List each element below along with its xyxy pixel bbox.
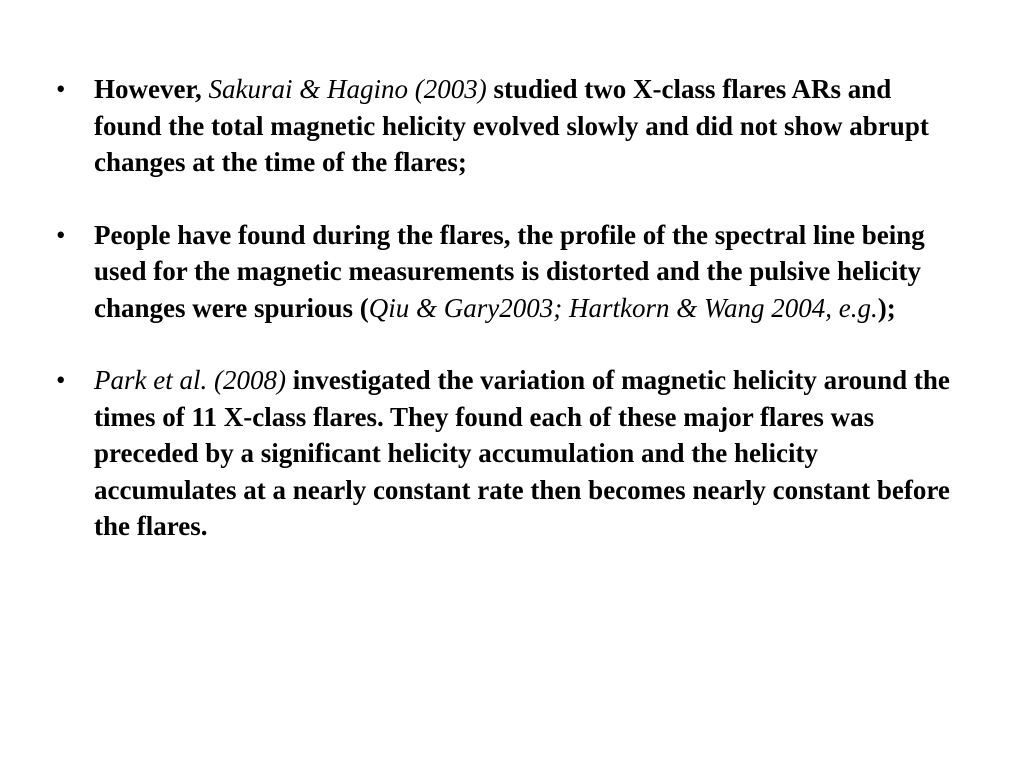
bullet-item-2 xyxy=(56,217,956,327)
bullet-item-3 xyxy=(56,362,956,545)
bullet-3-body: investigated the variation of magnetic helicity around the times of 11 X-class flares. They found each of these major flares was preceded by a significant helicity accumulation and the helicity accumulates at a nearly constant rate then becomes nearly constant before the flares. xyxy=(94,365,950,541)
bullet-icon: • xyxy=(56,219,66,250)
bullet-icon: • xyxy=(56,365,66,395)
bullet-1-lead: However, xyxy=(94,74,202,104)
bullet-1-citation: Sakurai & Hagino (2003) xyxy=(208,74,487,104)
bullet-3-citation: Park et al. (2008) xyxy=(94,365,286,395)
bullet-icon: • xyxy=(56,74,66,104)
bullet-2-citation: Qiu & Gary2003; Hartkorn & Wang 2004, e.g. xyxy=(368,292,878,323)
bullet-2-close: ); xyxy=(877,292,896,323)
bullet-1-body: studied two X-class flares ARs and found the total magnetic helicity evolved slowly and did not show abrupt changes at the time of the flares; xyxy=(94,74,929,177)
bullet-item-1 xyxy=(56,71,956,181)
bullet-list xyxy=(56,71,956,581)
bullet-2-body: People have found during the flares, the profile of the spectral line being used for the magnetic measurements is distorted and the pulsive helicity changes were spurious xyxy=(94,219,925,323)
bullet-2-open-paren: ( xyxy=(359,292,369,323)
